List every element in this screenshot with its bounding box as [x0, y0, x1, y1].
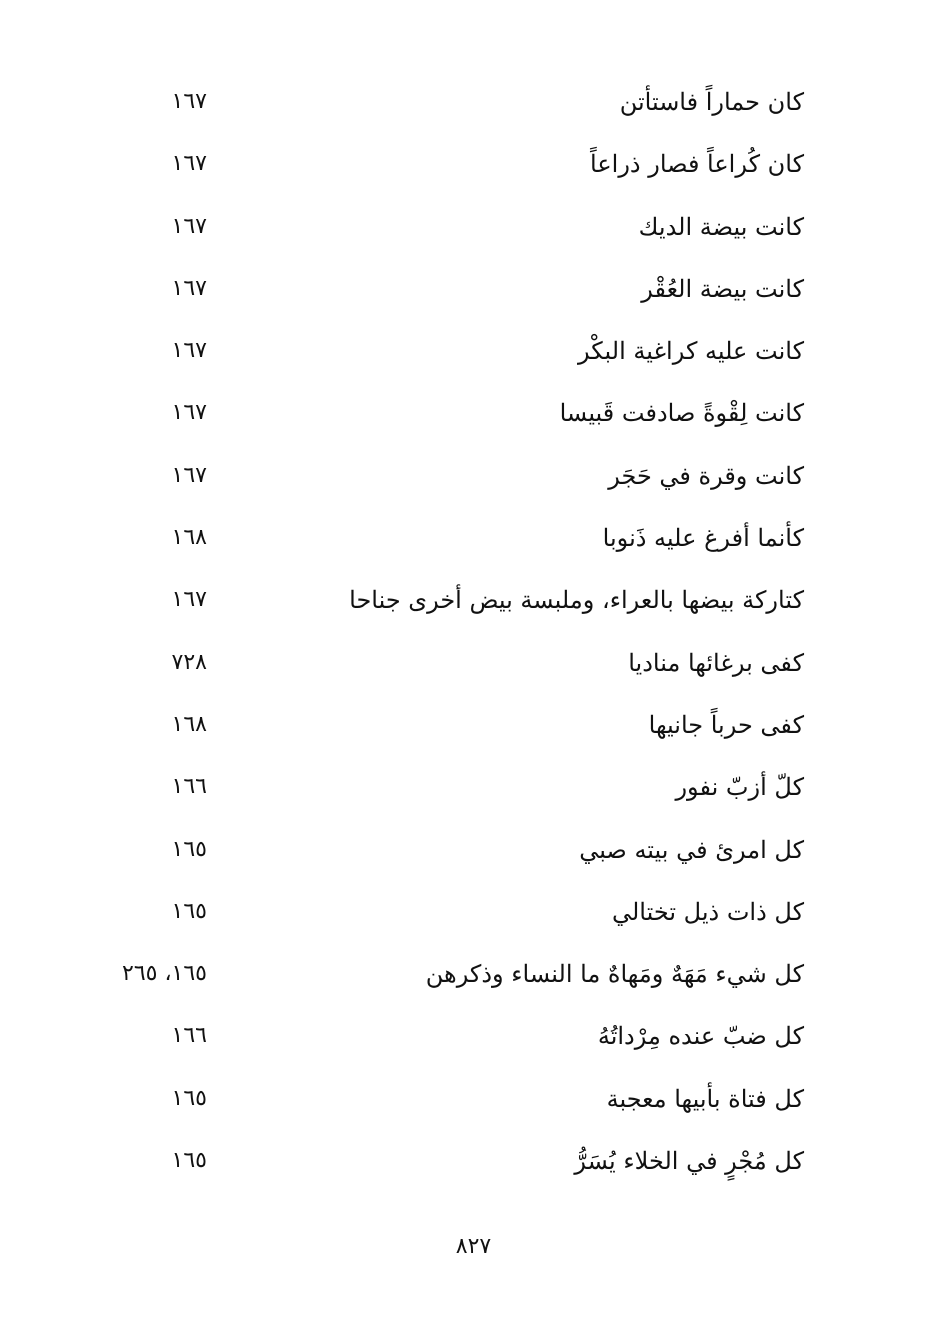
entry-text: كتاركة بيضها بالعراء، وملبسة بيض أخرى جناحا: [349, 586, 804, 615]
index-entry: [0, 383, 947, 445]
entry-text: كانت لِقْوةً صادفت قَبيسا: [559, 399, 804, 428]
entry-page-ref: ١٦٧: [171, 275, 207, 301]
index-entry: [0, 570, 947, 632]
entry-page-ref: ١٦٥: [171, 1085, 207, 1111]
index-entry: [0, 508, 947, 570]
index-entry: [0, 820, 947, 882]
index-entry: [0, 321, 947, 383]
entry-text: كانت بيضة العُقْر: [641, 274, 804, 303]
entry-text: كان حماراً فاستأتن: [619, 88, 804, 116]
entry-text: كل ضبّ عنده مِرْداتُهُ: [597, 1022, 804, 1051]
index-entry: [0, 944, 947, 1006]
entry-page-ref: ٧٢٨: [171, 649, 207, 675]
entry-page-ref: ١٦٧: [171, 338, 207, 364]
index-entry: [0, 1006, 947, 1068]
entry-page-ref: ١٦٥، ٢٦٥: [122, 961, 207, 987]
entry-text: كان كُراعاً فصار ذراعاً: [590, 150, 804, 179]
index-entry: [0, 446, 947, 508]
entry-page-ref: ١٦٥: [171, 898, 207, 924]
entry-text: كانت بيضة الديك: [638, 212, 804, 241]
entry-page-ref: ١٦٥: [171, 1148, 207, 1174]
entry-text: كل مُجْرٍ في الخلاء يُسَرُّ: [574, 1147, 804, 1176]
entry-text: كل ذات ذيل تختالي: [611, 897, 804, 926]
entry-page-ref: ١٦٦: [171, 1023, 207, 1049]
entry-text: كل فتاة بأبيها معجبة: [606, 1084, 804, 1113]
index-entry: [0, 633, 947, 695]
index-entry: [0, 197, 947, 259]
entry-page-ref: ١٦٧: [171, 587, 207, 613]
index-entry: [0, 882, 947, 944]
entry-page-ref: ١٦٨: [171, 525, 207, 551]
entry-page-ref: ١٦٨: [171, 711, 207, 737]
index-entry: [0, 72, 947, 134]
entry-text: كفى برغائها مناديا: [628, 648, 804, 677]
entry-text: كأنما أفرغ عليه ذَنوبا: [602, 524, 804, 553]
entry-page-ref: ١٦٧: [171, 213, 207, 239]
entry-text: كل شيء مَهَهٌ ومَهاهٌ ما النساء وذكرهن: [425, 960, 804, 989]
index-entry: [0, 757, 947, 819]
entry-text: كانت عليه كراغية البكْر: [578, 337, 804, 366]
entry-text: كلّ أزبّ نفور: [675, 773, 804, 802]
index-entry: [0, 1069, 947, 1131]
index-entry: [0, 259, 947, 321]
index-entry: [0, 695, 947, 757]
entry-text: كانت وقرة في حَجَر: [608, 461, 804, 490]
entry-page-ref: ١٦٧: [171, 151, 207, 177]
entry-page-ref: ١٦٧: [171, 400, 207, 426]
entry-page-ref: ١٦٧: [171, 89, 207, 114]
proverb-index-list: [0, 72, 947, 1193]
entry-page-ref: ١٦٧: [171, 462, 207, 488]
entry-text: كفى حرباً جانيها: [648, 710, 804, 739]
page-number: ٨٢٧: [455, 1234, 492, 1259]
index-entry: [0, 134, 947, 196]
index-entry: [0, 1131, 947, 1193]
entry-text: كل امرئ في بيته صبي: [579, 835, 804, 864]
entry-page-ref: ١٦٦: [171, 774, 207, 800]
entry-page-ref: ١٦٥: [171, 836, 207, 862]
